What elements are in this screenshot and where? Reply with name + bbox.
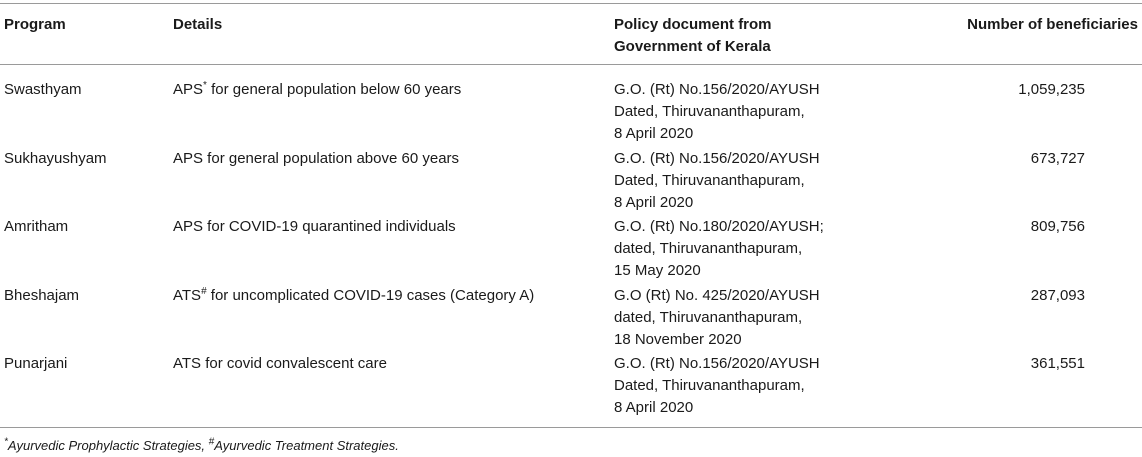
details-text-rest: for general population below 60 years [206, 81, 462, 98]
beneficiaries-cell: 287,093 [1030, 287, 1085, 304]
header-policy [614, 14, 834, 58]
policy-line: 8 April 2020 [614, 125, 694, 142]
footnote-mark: * [4, 436, 8, 448]
table-header-rule [0, 64, 1142, 65]
details-text: ATS [173, 287, 202, 304]
policy-line: G.O. (Rt) No.156/2020/AYUSH [614, 355, 820, 372]
table-row [0, 79, 1142, 147]
header-details: Details [173, 16, 223, 33]
policy-line: 8 April 2020 [614, 399, 694, 416]
program-cell: Sukhayushyam [4, 150, 107, 167]
table-bottom-rule [0, 427, 1142, 428]
program-cell: Punarjani [4, 355, 68, 372]
policy-line: 18 November 2020 [614, 331, 742, 348]
details-cell [173, 216, 456, 238]
footnote-text: Ayurvedic Treatment Strategies. [214, 438, 399, 453]
policy-line: 15 May 2020 [614, 262, 701, 279]
beneficiaries-cell: 1,059,235 [1018, 81, 1085, 98]
policy-cell [614, 216, 854, 282]
beneficiaries-cell: 809,756 [1030, 218, 1085, 235]
policy-line: Dated, Thiruvananthapuram, [614, 103, 805, 120]
details-text: APS for general population above 60 years [173, 150, 460, 167]
policy-cell [614, 148, 854, 214]
table-row [0, 216, 1142, 284]
policy-line: G.O. (Rt) No.156/2020/AYUSH [614, 150, 820, 167]
table-row [0, 148, 1142, 216]
table-row [0, 353, 1142, 421]
table-top-rule [0, 3, 1142, 4]
details-cell [173, 285, 534, 307]
policy-line: Dated, Thiruvananthapuram, [614, 172, 805, 189]
program-cell: Bheshajam [4, 287, 80, 304]
table-footnote [4, 437, 399, 455]
table-row [0, 285, 1142, 353]
header-beneficiaries: Number of beneficiaries [967, 16, 1138, 33]
details-text: ATS for covid convalescent care [173, 355, 387, 372]
details-text: APS [173, 81, 204, 98]
policy-line: 8 April 2020 [614, 194, 694, 211]
header-program: Program [4, 16, 66, 33]
footnote-mark: # [208, 436, 215, 448]
policy-line: dated, Thiruvananthapuram, [614, 309, 803, 326]
policy-line: G.O. (Rt) No.156/2020/AYUSH [614, 81, 820, 98]
details-text-rest: for uncomplicated COVID-19 cases (Category A) [206, 287, 535, 304]
details-cell [173, 79, 461, 101]
header-policy-line2: Government of Kerala [614, 38, 771, 55]
header-policy-line1: Policy document from [614, 16, 772, 33]
policy-line: Dated, Thiruvananthapuram, [614, 377, 805, 394]
details-cell [173, 353, 387, 375]
policy-line: G.O (Rt) No. 425/2020/AYUSH [614, 287, 820, 304]
beneficiaries-cell: 673,727 [1030, 150, 1085, 167]
policy-line: G.O. (Rt) No.180/2020/AYUSH; [614, 218, 824, 235]
beneficiaries-cell: 361,551 [1030, 355, 1085, 372]
policy-cell [614, 79, 854, 145]
program-cell: Swasthyam [4, 81, 82, 98]
policy-cell [614, 285, 854, 351]
footnote-text: Ayurvedic Prophylactic Strategies, [7, 438, 209, 453]
details-footnote-mark: # [201, 286, 207, 297]
policy-cell [614, 353, 854, 419]
details-cell [173, 148, 459, 170]
policy-line: dated, Thiruvananthapuram, [614, 240, 803, 257]
details-footnote-mark: * [203, 80, 207, 91]
program-cell: Amritham [4, 218, 69, 235]
details-text: APS for COVID-19 quarantined individuals [173, 218, 456, 235]
